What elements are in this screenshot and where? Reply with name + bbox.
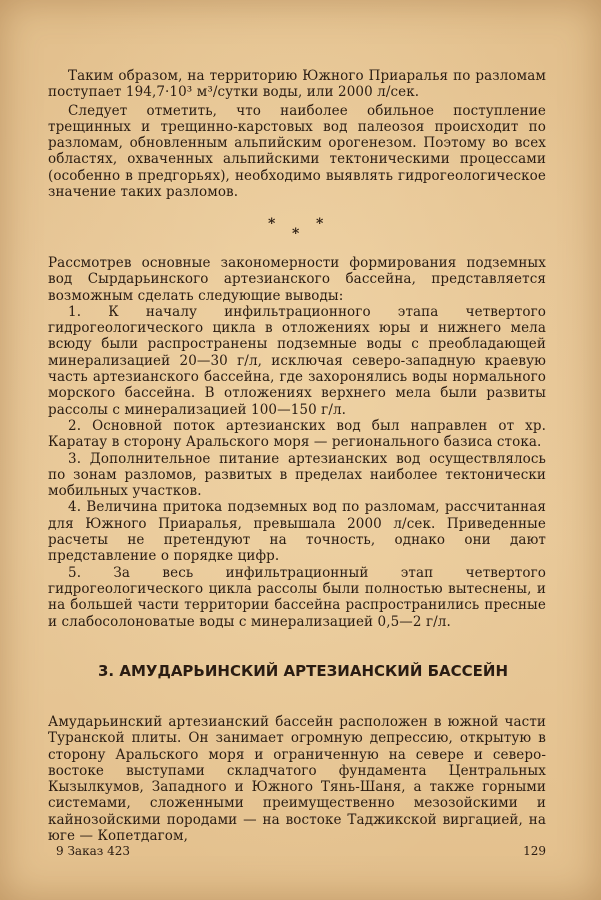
separator-star-bottom: *	[292, 226, 300, 242]
conclusions-lead: Рассмотрев основные закономерности формирования подземных вод Сырдарьинского артезианского бассейна, представляется возможным сделать следующие выводы:	[48, 255, 546, 304]
page-number: 129	[523, 844, 546, 858]
intro-text	[48, 68, 546, 200]
intro-paragraph-2: Следует отметить, что наиболее обильное поступление трещинных и трещинно-карстовых вод палеозоя происходит по разломам, обновленным альпийским орогенезом. Поэтому во всех областях, охваченных альпийскими тектоническими процессами (особенно в предгорьях), необходимо выявлять гидрогеологическое значение таких разломов.	[48, 102, 546, 201]
print-signature: 9 Заказ 423	[56, 844, 130, 858]
section-heading: 3. АМУДАРЬИНСКИЙ АРТЕЗИАНСКИЙ БАССЕЙН	[98, 662, 509, 680]
intro-paragraph-1: Таким образом, на территорию Южного Приаралья по разломам поступает 194,7·10³ м³/сутки воды, или 2000 л/сек.	[48, 68, 546, 101]
section-separator	[260, 216, 340, 246]
section-body	[48, 714, 546, 844]
conclusion-item-1: 1. К началу инфильтрационного этапа четвертого гидрогеологического цикла в отложениях юры и нижнего мела всюду были распространены подземные воды с преобладающей минерализацией 20—30 г/л, исключая северо-западную краевую часть артезианского бассейна, где захоронялись воды нормального морского бассейна. В отложениях верхнего мела были развиты рассолы с минерализацией 100—150 г/л.	[48, 303, 546, 418]
conclusions-text	[48, 255, 546, 630]
section-body-paragraph: Амударьинский артезианский бассейн расположен в южной части Туранской плиты. Он занимает огромную депрессию, открытую в сторону Аральского моря и ограниченную на севере и северо-востоке выступами складчатого фундамента Центральных Кызылкумов, Западного и Южного Тянь-Шаня, а также горными системами, сложенными преимущественно мезозойскими и кайнозойскими породами — на востоке Таджикской виргацией, на юге — Копетдагом,	[48, 714, 546, 845]
conclusion-item-5: 5. За весь инфильтрационный этап четвертого гидрогеологического цикла рассолы были полностью вытеснены, и на большей части территории бассейна распространились пресные и слабосолоноватые воды с минерализацией 0,5—2 г/л.	[48, 564, 546, 630]
separator-star-left: *	[268, 216, 276, 232]
conclusion-item-2: 2. Основной поток артезианских вод был направлен от хр. Каратау в сторону Аральского моря — регионального базиса стока.	[48, 417, 546, 451]
separator-star-right: *	[316, 216, 324, 232]
conclusion-item-3: 3. Дополнительное питание артезианских вод осуществлялось по зонам разломов, развитых в пределах наиболее тектонически мобильных участков.	[48, 450, 546, 500]
conclusion-item-4: 4. Величина притока подземных вод по разломам, рассчитанная для Южного Приаралья, превышала 2000 л/сек. Приведенные расчеты не претендуют на точность, однако они дают представление о порядке цифр.	[48, 499, 546, 565]
